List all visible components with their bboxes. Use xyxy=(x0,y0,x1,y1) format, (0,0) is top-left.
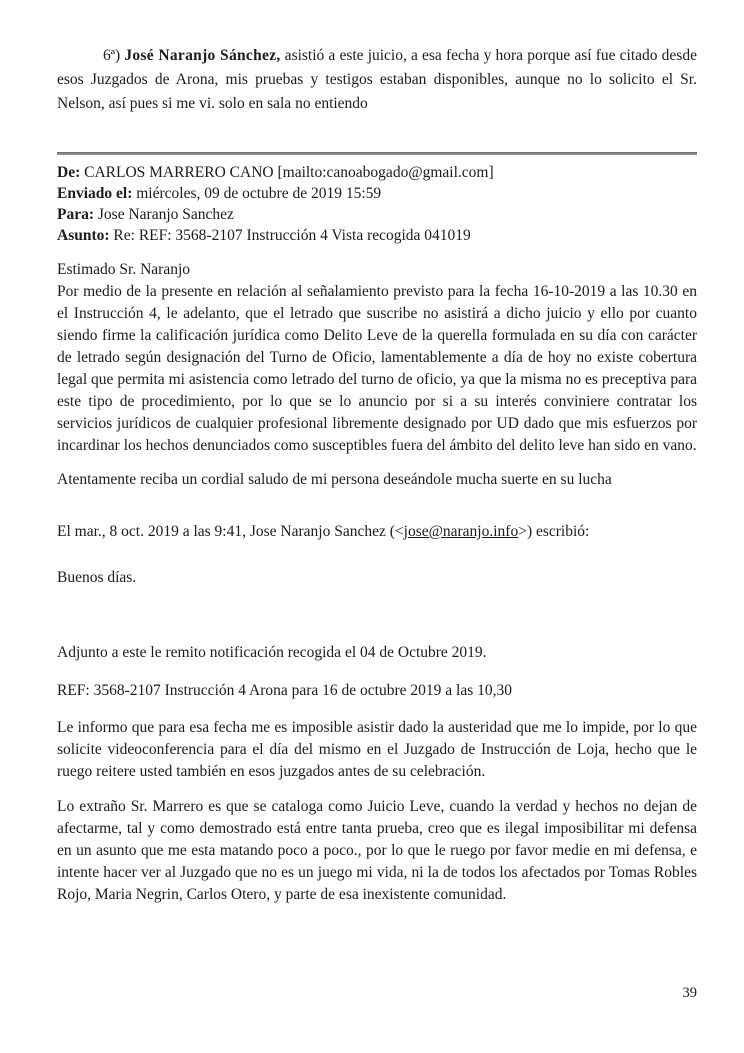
email-body-paragraph: Por medio de la presente en relación al señalamiento previsto para la fecha 16-10-2019 a las 10.30 en el Instrucción 4, le adelanto, que el letrado que suscribe no asistirá a dicho juicio y ello por cuanto siendo firme la calificación jurídica como Delito Leve de la querella formulada en su día con carácter de letrado según designación del Turno de Oficio, lamentablemente a día de hoy no existe cobertura legal que permita mi asistencia como letrado del turno de oficio, ya que la misma no es preceptiva para este tipo de procedimiento, por lo que se lo anuncio por si a su interés conviniere contratar los servicios jurídicos de cualquier profesional libremente designado por UD dado que mis esfuerzos por incardinar los hechos denunciados como susceptibles fuera del ámbito del delito leve han sido en vano. xyxy=(57,283,697,454)
page-number: 39 xyxy=(682,985,697,1001)
intro-ordinal: 6ª) xyxy=(103,47,125,64)
sender-email-link[interactable]: jose@naranjo.info xyxy=(403,523,519,540)
quoted-reply-attribution xyxy=(57,521,697,543)
email-from-value: CARLOS MARRERO CANO [mailto:canoabogado@gmail.com] xyxy=(84,164,494,181)
email-header xyxy=(57,162,697,246)
intro-person-name: José Naranjo Sánchez, xyxy=(124,47,281,64)
intro-paragraph xyxy=(57,44,697,116)
reply-paragraph-defense: Lo extraño Sr. Marrero es que se cataloga como Juicio Leve, cuando la verdad y hechos no dejan de afectarme, tal y como demostrado está entre tanta prueba, creo que es ilegal imposibilitar mi defensa en un asunto que me esta matando poco a poco., por lo que le ruego por favor medie en mi defensa, e intente hacer ver al Juzgado que no es un juego mi vida, ni la de todos los afectados por Tomas Robles Rojo, Maria Negrin, Carlos Otero, y parte de esa inexistente comunidad. xyxy=(57,798,697,903)
reply-greeting: Buenos días. xyxy=(57,569,137,586)
reply-attachment-note: Adjunto a este le remito notificación recogida el 04 de Octubre 2019. xyxy=(57,644,487,661)
email-sent-value: miércoles, 09 de octubre de 2019 15:59 xyxy=(136,185,382,202)
email-separator-line xyxy=(57,152,697,155)
reply-paragraph-videoconference: Le informo que para esa fecha me es imposible asistir dado la austeridad que me lo impide, por lo que solicite videoconferencia para el día del mismo en el Juzgado de Instrucción de Loja, hecho que le ruego reitere usted también en esos juzgados antes de su celebración. xyxy=(57,719,697,780)
email-to-value: Jose Naranjo Sanchez xyxy=(97,206,234,223)
email-body-block xyxy=(57,259,697,457)
email-sent-row xyxy=(57,183,697,204)
reply-attribution-suffix: >) escribió: xyxy=(518,523,590,540)
email-to-row xyxy=(57,204,697,225)
email-greeting: Estimado Sr. Naranjo xyxy=(57,261,191,278)
email-farewell: Atentamente reciba un cordial saludo de mi persona deseándole mucha suerte en su lucha xyxy=(57,471,612,488)
email-subject-value: Re: REF: 3568-2107 Instrucción 4 Vista recogida 041019 xyxy=(113,227,471,244)
intro-text: asistió a este juicio, a esa fecha y hora porque así fue citado desde esos Juzgados de Arona, mis pruebas y testigos estaban disponibles, aunque no lo solicito el Sr. Nelson, así pues si me vi. solo en sala no entiendo xyxy=(57,47,697,112)
email-from-label: De: xyxy=(57,164,81,181)
reply-attribution-prefix: El mar., 8 oct. 2019 a las 9:41, Jose Naranjo Sanchez (< xyxy=(57,523,404,540)
email-subject-row xyxy=(57,225,697,246)
email-to-label: Para: xyxy=(57,206,95,223)
email-sent-label: Enviado el: xyxy=(57,185,133,202)
email-subject-label: Asunto: xyxy=(57,227,110,244)
reply-reference-line: REF: 3568-2107 Instrucción 4 Arona para 16 de octubre 2019 a las 10,30 xyxy=(57,682,513,699)
email-from-row xyxy=(57,162,697,183)
